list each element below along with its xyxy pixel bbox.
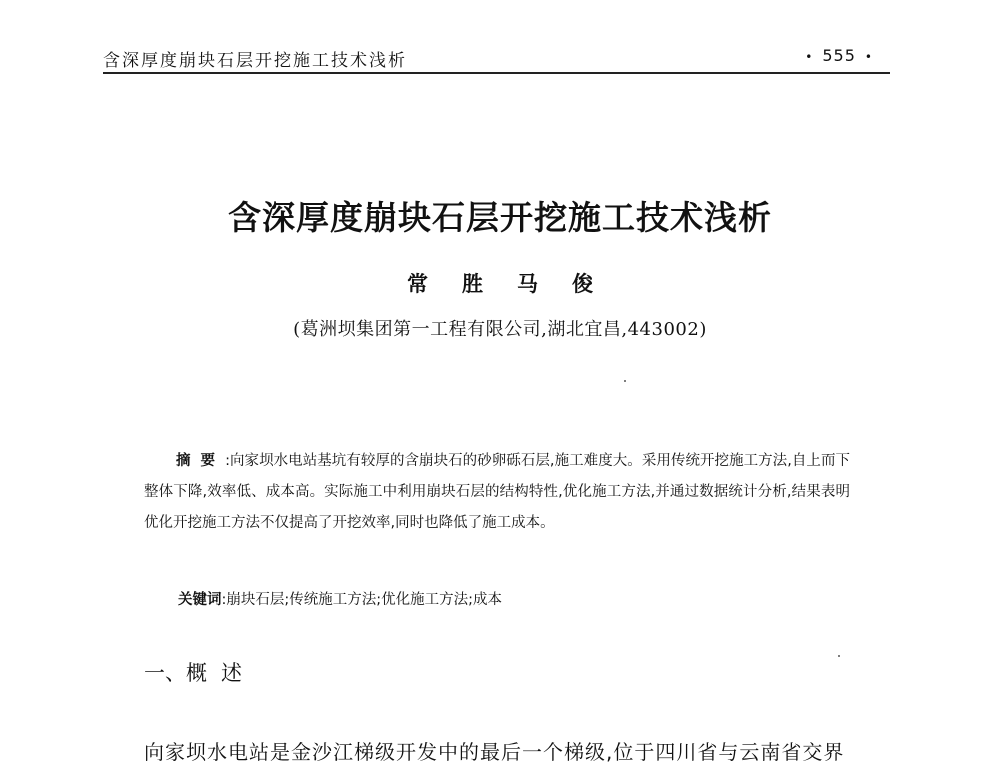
keywords (178, 588, 502, 609)
authors (0, 268, 1000, 298)
page-number-dot-right: • (864, 49, 873, 64)
keywords-label: 关键词 (178, 592, 222, 608)
author-char: 俊 (572, 271, 593, 296)
section-heading (144, 657, 256, 687)
abstract-label: 摘要 (176, 453, 226, 469)
author-char: 马 (517, 271, 538, 296)
body-first-line: 向家坝水电站是金沙江梯级开发中的最后一个梯级,位于四川省与云南省交界 (144, 740, 845, 764)
affiliation: (葛洲坝集团第一工程有限公司,湖北宜昌,443002) (293, 319, 707, 340)
section-title: 概述 (186, 661, 256, 685)
keywords-text: :崩块石层;传统施工方法;优化施工方法;成本 (221, 592, 503, 608)
page-number-group (796, 46, 882, 65)
author-char: 胜 (462, 271, 483, 296)
page-number-dot-left: • (805, 49, 814, 64)
running-header (103, 40, 890, 74)
abstract-text: :向家坝水电站基坑有较厚的含崩块石的砂卵砾石层,施工难度大。采用传统开挖施工方法,自上而下整体下降,效率低、成本高。实际施工中利用崩块石层的结构特性,优化施工方法,并通过数据统计分析,结果表明优化开挖施工方法不仅提高了开挖效率,同时也降低了施工成本。 (144, 453, 851, 531)
page-number: 555 (822, 46, 856, 65)
section-number: 一、 (144, 661, 186, 685)
running-title: 含深厚度崩块石层开挖施工技术浅析 (103, 51, 407, 71)
scan-speck (838, 655, 840, 657)
scan-speck (624, 380, 626, 382)
author-char: 常 (407, 271, 428, 296)
abstract (144, 446, 850, 539)
paper-title: 含深厚度崩块石层开挖施工技术浅析 (228, 198, 772, 237)
